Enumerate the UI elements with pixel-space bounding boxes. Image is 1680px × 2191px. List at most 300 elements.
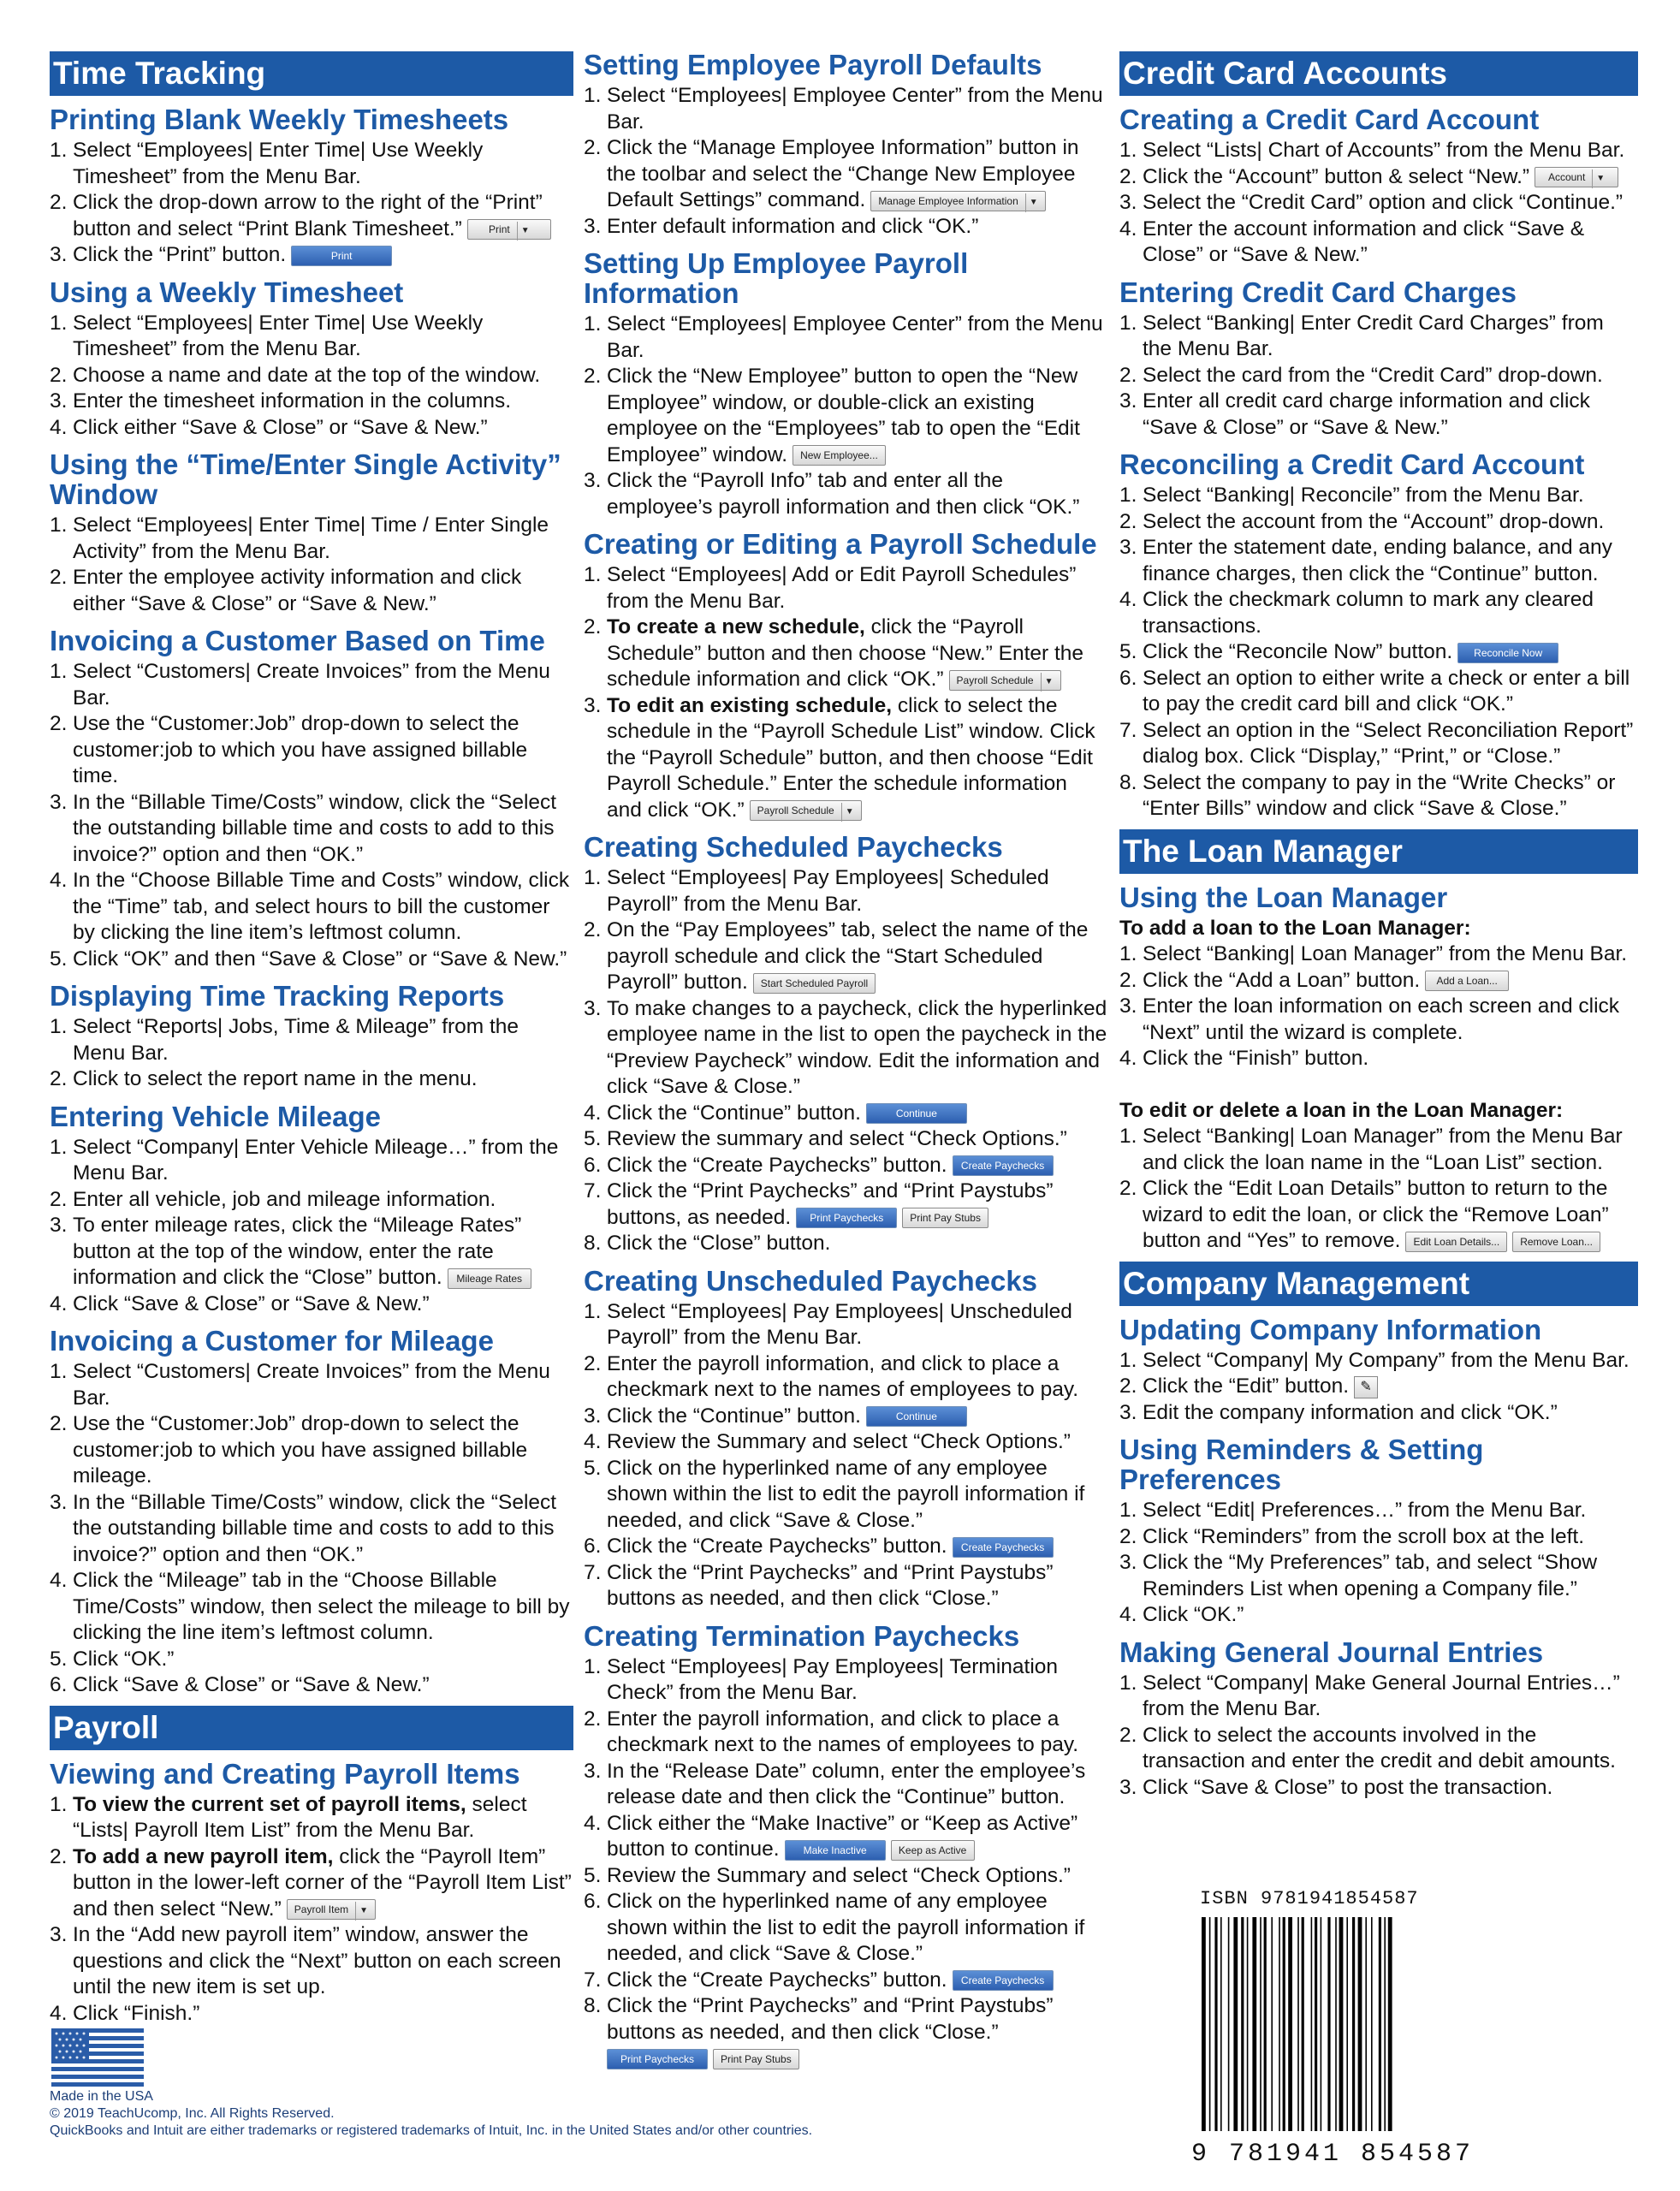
mileage-rates-button[interactable]: Mileage Rates <box>448 1268 531 1289</box>
step-item <box>50 868 573 947</box>
copyright: © 2019 TeachUcomp, Inc. All Rights Reserved. <box>50 2106 335 2121</box>
step-text: Click the “Manage Employee Information” button in the toolbar and select the “Change New Employee Default Settings” command. <box>607 136 1079 211</box>
step-list <box>1119 1498 1638 1629</box>
step-item <box>50 1135 573 1187</box>
step-list <box>584 312 1107 520</box>
barcode-bar <box>1220 1917 1222 2131</box>
step-item <box>1119 1550 1638 1602</box>
step-text: Click the “Continue” button. <box>607 1101 861 1125</box>
barcode-bar <box>1228 1917 1230 2131</box>
step-text: Click the “Print Paychecks” and “Print Paystubs” buttons, as needed. <box>607 1179 1054 1229</box>
step-item <box>584 1889 1107 1968</box>
topic-heading: Setting Up Employee Payroll Information <box>584 247 969 309</box>
step-item <box>584 312 1107 364</box>
account-button[interactable]: Account ▼ <box>1535 167 1618 187</box>
topic-heading: Displaying Time Tracking Reports <box>50 980 505 1012</box>
step-number: 3. <box>50 790 68 814</box>
topic-heading: Invoicing a Customer for Mileage <box>50 1325 494 1357</box>
create-paychecks-button[interactable]: Create Paychecks <box>953 1155 1054 1176</box>
subheading: To edit or delete a loan in the Loan Manager: <box>1119 1098 1564 1122</box>
step-number: 5. <box>584 1127 602 1150</box>
step-number: 2. <box>1119 1177 1137 1200</box>
step-number: 1. <box>50 514 68 537</box>
barcode-bar <box>1260 1917 1261 2131</box>
step-item <box>50 363 573 389</box>
us-flag-icon <box>51 2028 144 2087</box>
step-text: Select the company to pay in the “Write Checks” or “Enter Bills” window and click “Save & Close.” <box>1143 770 1616 820</box>
step-number: 2. <box>1119 1723 1137 1747</box>
step-text: Click the checkmark column to mark any cleared transactions. <box>1143 588 1594 638</box>
step-number: 2. <box>50 191 68 214</box>
step-number: 1. <box>1119 139 1137 162</box>
step-item <box>1119 1602 1638 1629</box>
step-text: Use the “Customer:Job” drop-down to select the customer:job to which you have assigned billable time. <box>73 712 528 787</box>
reconcile-now-button[interactable]: Reconcile Now <box>1457 643 1558 663</box>
step-number: 1. <box>50 1015 68 1038</box>
barcode-bar <box>1264 1917 1267 2131</box>
step-list <box>50 513 573 617</box>
barcode-bar <box>1233 1917 1238 2131</box>
step-number: 3. <box>584 996 602 1020</box>
step-text: Click to select the accounts involved in the transaction and enter the credit and debit amounts. <box>1143 1723 1616 1772</box>
step-item <box>1119 190 1638 217</box>
step-number: 3. <box>50 1214 68 1237</box>
step-item <box>584 1993 1107 2072</box>
step-item <box>50 1066 573 1093</box>
step-number: 2. <box>50 1844 68 1868</box>
step-number: 6. <box>1119 666 1137 690</box>
step-number: 5. <box>50 1647 68 1671</box>
step-item <box>1119 718 1638 770</box>
step-number: 4. <box>50 1291 68 1315</box>
topic-heading: Viewing and Creating Payroll Items <box>50 1757 520 1790</box>
topic-heading: Creating Termination Paychecks <box>584 1619 1020 1652</box>
barcode-bar <box>1271 1917 1273 2131</box>
step-item <box>584 1429 1107 1456</box>
step-text: Select the “Credit Card” option and click “Continue.” <box>1143 191 1624 214</box>
step-text: Click “OK” and then “Save & Close” or “Save & New.” <box>73 947 567 971</box>
step-text: Click on the hyperlinked name of any employee shown within the list to edit the payroll information if needed, and click “Save & Close.” <box>607 1890 1085 1965</box>
section-header-the-loan-manager: The Loan Manager <box>1119 829 1638 874</box>
step-text: In the “Choose Billable Time and Costs” window, click the “Time” tab, and select hours to bill the customer by clicking the line item’s leftmost column. <box>73 869 570 944</box>
topic-heading: Updating Company Information <box>1119 1313 1542 1345</box>
barcode-bar <box>1321 1917 1322 2131</box>
step-number: 2. <box>50 712 68 735</box>
step-item <box>584 1654 1107 1707</box>
section-header-payroll: Payroll <box>50 1706 573 1750</box>
step-number: 1. <box>584 1299 602 1323</box>
step-number: 3. <box>50 389 68 413</box>
step-item <box>1119 994 1638 1046</box>
step-number: 2. <box>1119 164 1137 188</box>
step-number: 3. <box>584 1759 602 1783</box>
topic-heading: Using Reminders & Setting Preferences <box>1119 1434 1484 1495</box>
step-text: Click “Save & Close” or “Save & New.” <box>73 1291 430 1315</box>
step-text: Click the “Close” button. <box>607 1232 831 1255</box>
print-pay-stubs-button[interactable]: Print Pay Stubs <box>713 2049 799 2069</box>
edit-loan-details-button[interactable]: Edit Loan Details... <box>1405 1232 1507 1252</box>
step-item <box>50 565 573 617</box>
step-number: 4. <box>1119 588 1137 611</box>
barcode-bar <box>1335 1917 1337 2131</box>
step-text: Click “Reminders” from the scroll box at the left. <box>1143 1524 1585 1548</box>
chevron-down-icon[interactable]: ▼ <box>1592 169 1605 188</box>
step-text: click the “Payroll Item” button in the lower-left corner of the “Payroll Item List” and then select “New.” <box>73 1844 572 1921</box>
step-number: 7. <box>584 1968 602 1992</box>
step-number: 4. <box>50 869 68 892</box>
payroll-schedule-button[interactable]: Payroll Schedule ▼ <box>949 670 1061 691</box>
step-number: 4. <box>50 2001 68 2025</box>
step-text: Select “Employees| Enter Time| Use Weekly Timesheet” from the Menu Bar. <box>73 311 484 360</box>
step-text: Enter the payroll information, and click to place a checkmark next to the names of employees to pay. <box>607 1351 1079 1401</box>
step-item <box>584 1560 1107 1612</box>
step-text: Click to select the report name in the menu. <box>73 1067 478 1090</box>
chevron-down-icon[interactable]: ▼ <box>517 222 530 240</box>
step-item <box>584 468 1107 520</box>
step-text: Select “Employees| Pay Employees| Scheduled Payroll” from the Menu Bar. <box>607 866 1049 916</box>
payroll-item-button[interactable]: Payroll Item ▼ <box>287 1899 376 1920</box>
barcode-bar <box>1288 1917 1292 2131</box>
chevron-down-icon[interactable]: ▼ <box>355 1902 368 1921</box>
step-text: Select “Lists| Chart of Accounts” from the Menu Bar. <box>1143 139 1625 162</box>
step-item <box>50 190 573 242</box>
step-item <box>1119 363 1638 389</box>
step-text: Click the “New Employee” button to open the “New Employee” window, or double-click an existing employee on the “Employees” tab to open the “Edit Employee” window. <box>607 365 1080 466</box>
step-number: 7. <box>584 1560 602 1584</box>
manage-employee-information-button[interactable]: Manage Employee Information ▼ <box>870 191 1045 211</box>
step-text: Click “OK.” <box>1143 1603 1244 1626</box>
step-number: 1. <box>1119 1125 1137 1148</box>
step-text: In the “Release Date” column, enter the employee’s release date and then click the “Continue” button. <box>607 1759 1086 1808</box>
step-text: Select “Customers| Create Invoices” from the Menu Bar. <box>73 660 550 710</box>
step-item <box>50 242 573 269</box>
barcode-bar <box>1352 1917 1355 2131</box>
step-list <box>50 138 573 269</box>
barcode-bar <box>1358 1917 1362 2131</box>
step-text: Select “Employees| Pay Employees| Unscheduled Payroll” from the Menu Bar. <box>607 1299 1072 1349</box>
step-item <box>50 1922 573 2001</box>
step-item <box>1119 509 1638 536</box>
step-item <box>50 659 573 711</box>
step-item <box>584 1968 1107 1994</box>
step-list <box>50 1359 573 1699</box>
step-text: Enter all vehicle, job and mileage information. <box>73 1187 496 1211</box>
step-item <box>50 415 573 442</box>
step-text: Click the “Print” button. <box>73 243 287 266</box>
start-scheduled-payroll-button[interactable]: Start Scheduled Payroll <box>753 973 876 994</box>
step-text: Click the “Payroll Info” tab and enter all the employee’s payroll information and then click “OK.” <box>607 469 1080 519</box>
step-text: Enter all credit card charge information and click “Save & Close” or “Save & New.” <box>1143 389 1590 439</box>
step-item <box>50 1568 573 1647</box>
step-number: 2. <box>1119 1375 1137 1398</box>
step-text: Review the Summary and select “Check Options.” <box>607 1430 1071 1453</box>
step-item <box>1119 1498 1638 1524</box>
step-item <box>584 135 1107 214</box>
step-item <box>1119 1348 1638 1375</box>
step-item <box>584 214 1107 240</box>
step-item <box>50 1014 573 1066</box>
step-text: Enter the payroll information, and click to place a checkmark next to the names of employees to pay. <box>607 1707 1079 1756</box>
topic-heading: Invoicing a Customer Based on Time <box>50 625 545 656</box>
step-item <box>50 1844 573 1923</box>
step-number: 2. <box>1119 509 1137 533</box>
step-list <box>584 83 1107 240</box>
step-number: 2. <box>1119 968 1137 992</box>
step-number: 2. <box>1119 363 1137 387</box>
step-text: On the “Pay Employees” tab, select the name of the payroll schedule and click the “Start Scheduled Payroll” button. <box>607 918 1089 994</box>
step-number: 3. <box>50 1490 68 1514</box>
step-text: Select “Reports| Jobs, Time & Mileage” from the Menu Bar. <box>73 1015 519 1065</box>
step-list <box>50 1135 573 1318</box>
step-item <box>1119 1775 1638 1802</box>
step-text: Enter the loan information on each screen and click “Next” until the wizard is complete. <box>1143 995 1620 1044</box>
step-number: 1. <box>50 1135 68 1159</box>
edit-pencil-icon[interactable]: ✎ <box>1354 1376 1378 1398</box>
keep-as-active-button[interactable]: Keep as Active <box>891 1840 975 1861</box>
step-text: Click the “Print Paychecks” and “Print Paystubs” buttons as needed, and then click “Close.” <box>607 1994 1054 2044</box>
step-text: Enter the timesheet information in the columns. <box>73 389 512 413</box>
step-list <box>584 562 1107 823</box>
chevron-down-icon[interactable]: ▼ <box>1041 673 1054 692</box>
barcode-bar <box>1241 1917 1244 2131</box>
step-number: 3. <box>1119 1775 1137 1799</box>
step-number: 2. <box>50 1067 68 1090</box>
step-item <box>1119 1524 1638 1551</box>
remove-loan-button[interactable]: Remove Loan... <box>1512 1232 1600 1252</box>
step-text: Click either the “Make Inactive” or “Keep as Active” button to continue. <box>607 1811 1078 1861</box>
step-list <box>1119 483 1638 822</box>
step-item <box>50 1792 573 1844</box>
step-number: 4. <box>584 1811 602 1835</box>
step-item <box>1119 1176 1638 1255</box>
step-item <box>1119 770 1638 822</box>
step-text: Click the “Reconcile Now” button. <box>1143 640 1453 663</box>
step-text: Review the summary and select “Check Options.” <box>607 1127 1067 1150</box>
chevron-down-icon[interactable]: ▼ <box>1025 193 1038 212</box>
step-item <box>50 711 573 790</box>
continue-button[interactable]: Continue <box>866 1103 967 1124</box>
step-number: 1. <box>584 866 602 889</box>
step-number: 4. <box>50 415 68 439</box>
step-text: In the “Billable Time/Costs” window, click the “Select the outstanding billable time and costs to add to this invoice?” option and then “OK.” <box>73 790 557 866</box>
step-list <box>1119 311 1638 442</box>
step-item <box>50 311 573 363</box>
topic-heading: Setting Employee Payroll Defaults <box>584 49 1042 80</box>
step-text: Click either “Save & Close” or “Save & New.” <box>73 415 488 439</box>
barcode-bar <box>1346 1917 1348 2131</box>
barcode-bar <box>1214 1917 1217 2131</box>
step-number: 6. <box>584 1890 602 1913</box>
step-number: 1. <box>584 563 602 586</box>
step-item <box>584 1759 1107 1811</box>
step-item <box>584 615 1107 693</box>
step-text: Click the drop-down arrow to the right of the “Print” button and select “Print Blank Timesheet.” <box>73 191 543 240</box>
topic-heading: Using the “Time/Enter Single Activity” Window <box>50 448 561 510</box>
barcode-bar <box>1311 1917 1313 2131</box>
step-item <box>584 693 1107 824</box>
column-left <box>50 48 573 2027</box>
topic-heading: Creating Unscheduled Paychecks <box>584 1264 1038 1297</box>
step-item <box>1119 164 1638 191</box>
step-number: 3. <box>1119 1551 1137 1574</box>
chevron-down-icon[interactable]: ▼ <box>841 803 854 822</box>
step-number: 5. <box>584 1456 602 1480</box>
step-number: 4. <box>584 1430 602 1453</box>
step-number: 2. <box>584 365 602 388</box>
step-number: 1. <box>50 1360 68 1383</box>
step-number: 8. <box>584 1232 602 1255</box>
step-text: Use the “Customer:Job” drop-down to select the customer:job to which you have assigned billable mileage. <box>73 1412 528 1487</box>
step-text: Click the “Edit Loan Details” button to return to the wizard to edit the loan, or click the “Remove Loan” button and “Yes” to remove. <box>1143 1177 1609 1252</box>
step-item <box>584 1179 1107 1231</box>
step-item <box>1119 1374 1638 1400</box>
step-text: Edit the company information and click “OK.” <box>1143 1400 1558 1424</box>
topic-heading: Printing Blank Weekly Timesheets <box>50 104 509 135</box>
step-text: Select “Employees| Add or Edit Payroll Schedules” from the Menu Bar. <box>607 563 1077 613</box>
step-text: Select “Company| Enter Vehicle Mileage…” from the Menu Bar. <box>73 1135 559 1185</box>
print-button[interactable]: Print <box>291 246 392 266</box>
step-number: 2. <box>50 1187 68 1211</box>
barcode-bar <box>1283 1917 1285 2131</box>
step-text: Select “Employees| Employee Center” from the Menu Bar. <box>607 84 1103 134</box>
step-number: 6. <box>584 1535 602 1558</box>
barcode-bar <box>1247 1917 1249 2131</box>
step-number: 3. <box>1119 389 1137 413</box>
step-number: 1. <box>1119 942 1137 965</box>
barcode-digits: 9 781941 854587 <box>1191 2140 1475 2169</box>
step-item <box>584 1707 1107 1759</box>
step-text: Enter the employee activity information and click either “Save & Close” or “Save & New.” <box>73 566 522 615</box>
barcode-bar <box>1252 1917 1256 2131</box>
step-list <box>1119 1671 1638 1802</box>
section-header-credit-card-accounts: Credit Card Accounts <box>1119 51 1638 96</box>
step-text: click the “Payroll Schedule” button and then choose “New.” Enter the schedule information and click “OK.” <box>607 615 1084 691</box>
step-number: 6. <box>50 1673 68 1696</box>
topic-heading: Creating a Credit Card Account <box>1119 104 1540 135</box>
step-text: Click “Save & Close” to post the transaction. <box>1143 1775 1553 1799</box>
step-number: 7. <box>584 1179 602 1202</box>
make-inactive-button[interactable]: Make Inactive <box>785 1840 886 1861</box>
step-list <box>50 659 573 972</box>
print-paychecks-button[interactable]: Print Paychecks <box>607 2049 708 2069</box>
step-text: Click the “Print Paychecks” and “Print Paystubs” buttons as needed, and then click “Close.” <box>607 1560 1054 1610</box>
step-number: 1. <box>50 1792 68 1816</box>
step-item <box>50 1291 573 1318</box>
step-text: Select the account from the “Account” drop-down. <box>1143 509 1605 533</box>
add-a-loan-button[interactable]: Add a Loan... <box>1425 971 1509 991</box>
isbn-label: ISBN 9781941854587 <box>1200 1888 1419 1909</box>
new-employee-button[interactable]: New Employee... <box>793 445 886 466</box>
step-list <box>50 1014 573 1093</box>
step-item <box>50 389 573 415</box>
step-number: 4. <box>1119 1047 1137 1070</box>
step-item <box>584 1811 1107 1863</box>
step-list <box>50 1792 573 2028</box>
barcode <box>1198 1891 1463 2174</box>
step-text: Click the “Create Paychecks” button. <box>607 1535 947 1558</box>
step-text: Enter the account information and click “Save & Close” or “Save & New.” <box>1143 217 1585 266</box>
barcode-bar <box>1302 1917 1304 2131</box>
step-item <box>1119 639 1638 666</box>
topic-heading: Using a Weekly Timesheet <box>50 276 404 308</box>
column-middle <box>584 46 1107 2072</box>
step-item <box>1119 1723 1638 1775</box>
step-item <box>50 1647 573 1673</box>
step-item <box>584 1456 1107 1535</box>
print-paychecks-button[interactable]: Print Paychecks <box>796 1208 897 1228</box>
barcode-bar <box>1365 1917 1367 2131</box>
step-text: Select “Employees| Enter Time| Time / Enter Single Activity” from the Menu Bar. <box>73 514 549 563</box>
step-item <box>584 1351 1107 1404</box>
step-list <box>584 1299 1107 1612</box>
step-number: 5. <box>584 1863 602 1887</box>
step-text: Click the “Account” button & select “New.” <box>1143 164 1530 188</box>
step-text: Click the “Edit” button. <box>1143 1375 1350 1398</box>
payroll-schedule-button[interactable]: Payroll Schedule ▼ <box>750 800 862 821</box>
step-list <box>1119 138 1638 269</box>
print-button[interactable]: Print ▼ <box>467 219 551 240</box>
step-item <box>584 1299 1107 1351</box>
step-number: 3. <box>584 693 602 717</box>
step-number: 3. <box>584 1404 602 1428</box>
barcode-bar <box>1339 1917 1344 2131</box>
step-text: Select “Edit| Preferences…” from the Menu Bar. <box>1143 1499 1587 1522</box>
step-text: Select an option to either write a check or enter a bill to pay the credit card bill and click “OK.” <box>1143 666 1630 715</box>
barcode-bar <box>1327 1917 1330 2131</box>
step-text: Select “Employees| Enter Time| Use Weekly Timesheet” from the Menu Bar. <box>73 139 484 188</box>
step-number: 4. <box>1119 1603 1137 1626</box>
step-item <box>1119 587 1638 639</box>
barcode-bar <box>1209 1917 1211 2131</box>
step-number: 2. <box>50 363 68 387</box>
step-number: 3. <box>1119 995 1137 1018</box>
step-item <box>1119 941 1638 968</box>
step-text: Select “Banking| Reconcile” from the Menu Bar. <box>1143 484 1584 507</box>
barcode-bar <box>1379 1917 1381 2131</box>
step-number: 2. <box>584 136 602 159</box>
step-list <box>584 865 1107 1257</box>
step-number: 1. <box>50 139 68 162</box>
step-number: 3. <box>584 214 602 238</box>
step-number: 1. <box>1119 1671 1137 1695</box>
create-paychecks-button[interactable]: Create Paychecks <box>953 1970 1054 1991</box>
create-paychecks-button[interactable]: Create Paychecks <box>953 1537 1054 1558</box>
continue-button[interactable]: Continue <box>866 1406 967 1427</box>
step-number: 2. <box>50 566 68 589</box>
step-number: 3. <box>50 1923 68 1946</box>
step-text: Click “OK.” <box>73 1647 175 1671</box>
step-item <box>1119 1124 1638 1176</box>
print-pay-stubs-button[interactable]: Print Pay Stubs <box>902 1208 988 1228</box>
step-item <box>584 1153 1107 1179</box>
step-number: 1. <box>1119 484 1137 507</box>
step-item <box>584 1863 1107 1890</box>
step-text: Click the “Mileage” tab in the “Choose Billable Time/Costs” window, then select the mileage to bill by clicking the line item’s leftmost column. <box>73 1569 570 1644</box>
step-item <box>50 790 573 869</box>
step-number: 5. <box>1119 640 1137 663</box>
step-list <box>50 311 573 442</box>
step-text: Select “Banking| Loan Manager” from the Menu Bar and click the loan name in the “Loan List” section. <box>1143 1125 1623 1174</box>
step-text: Click “Finish.” <box>73 2001 200 2025</box>
section-header-company-management: Company Management <box>1119 1262 1638 1306</box>
step-item <box>584 364 1107 468</box>
step-item <box>50 1490 573 1569</box>
step-text: Select “Employees| Pay Employees| Termination Check” from the Menu Bar. <box>607 1654 1059 1704</box>
step-number: 2. <box>50 1412 68 1435</box>
step-item <box>50 2001 573 2028</box>
step-item <box>50 1187 573 1214</box>
column-right <box>1119 48 1638 1801</box>
